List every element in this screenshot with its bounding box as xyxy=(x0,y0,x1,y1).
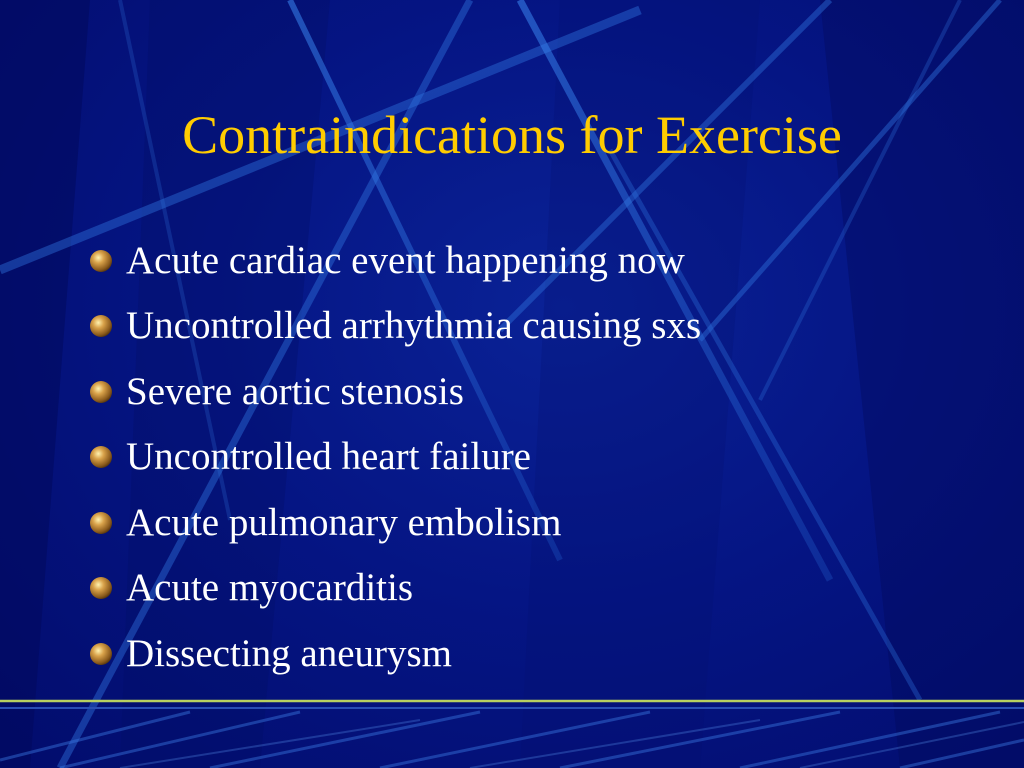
bullet-text: Acute myocarditis xyxy=(126,566,413,610)
bullet-text: Acute cardiac event happening now xyxy=(126,238,685,282)
bullet-text: Acute pulmonary embolism xyxy=(126,500,562,544)
bronze-sphere-icon xyxy=(88,444,114,470)
bronze-sphere-icon xyxy=(88,510,114,536)
bronze-sphere-icon xyxy=(88,379,114,405)
list-item xyxy=(88,425,701,491)
bullet-text: Uncontrolled arrhythmia causing sxs xyxy=(126,304,702,348)
bullet-list xyxy=(88,228,701,687)
bronze-sphere-icon xyxy=(88,641,114,667)
slide-title: Contraindications for Exercise xyxy=(182,105,842,165)
bronze-sphere-icon xyxy=(88,575,114,601)
bronze-sphere-icon xyxy=(88,313,114,339)
list-item xyxy=(88,621,701,687)
list-item xyxy=(88,228,701,294)
bronze-sphere-icon xyxy=(88,248,114,274)
list-item xyxy=(88,359,701,425)
list-item xyxy=(88,490,701,556)
list-item xyxy=(88,294,701,360)
list-item xyxy=(88,556,701,622)
bullet-text: Severe aortic stenosis xyxy=(126,369,464,413)
bullet-text: Dissecting aneurysm xyxy=(126,631,453,675)
bullet-text: Uncontrolled heart failure xyxy=(126,435,531,479)
